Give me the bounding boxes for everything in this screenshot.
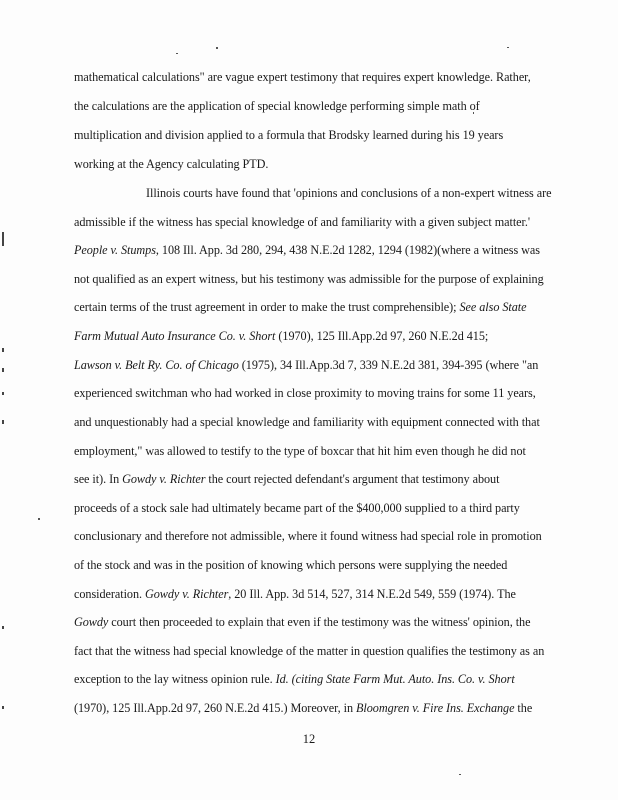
line-text: the — [514, 701, 533, 715]
scan-speck — [507, 47, 509, 48]
citation-text: , 20 Ill. App. 3d 514, 527, 314 N.E.2d 549, 559 (1974). The — [228, 587, 516, 601]
scan-speck — [216, 47, 218, 49]
text-line — [74, 587, 544, 601]
text-line: of the stock and was in the position of knowing which persons were supplying the needed — [74, 558, 508, 572]
scan-margin-mark — [2, 420, 4, 424]
scan-speck — [176, 53, 178, 54]
scan-margin-mark — [2, 706, 4, 709]
line-text: certain terms of the trust agreement in order to make the trust comprehensible); — [74, 300, 460, 314]
page-number: 12 — [302, 732, 316, 746]
line-text: exception to the lay witness opinion rule. — [74, 672, 276, 686]
case-citation: Farm Mutual Auto Insurance Co. v. Short — [74, 329, 276, 343]
scan-speck — [459, 774, 461, 775]
scan-margin-mark — [2, 626, 4, 629]
case-citation: Id. (citing State Farm Mut. Auto. Ins. Co. v. Short — [275, 672, 515, 686]
scan-speck — [38, 518, 40, 520]
line-text: see it). In — [74, 472, 123, 486]
text-line — [74, 472, 544, 486]
case-citation: Gowdy v. Richter — [145, 587, 229, 601]
text-line — [74, 701, 544, 715]
text-line — [74, 329, 544, 343]
text-line — [74, 672, 544, 686]
line-text: consideration. — [74, 587, 146, 601]
case-citation: People v. Stumps — [74, 243, 156, 257]
citation-text: (1970), 125 Ill.App.2d 97, 260 N.E.2d 415.) Moreover, in — [74, 701, 357, 715]
text-line: and unquestionably had a special knowledge and familiarity with equipment connected with that — [74, 415, 540, 429]
case-citation: Lawson v. Belt Ry. Co. of Chicago — [74, 358, 239, 372]
text-line: multiplication and division applied to a formula that Brodsky learned during his 19 years — [74, 128, 504, 142]
text-line: employment," was allowed to testify to the type of boxcar that hit him even though he did not — [74, 444, 526, 458]
case-citation: Bloomgren v. Fire Ins. Exchange — [356, 701, 515, 715]
citation-text: (1975), 34 Ill.App.3d 7, 339 N.E.2d 381, 394-395 (where "an — [238, 358, 539, 372]
text-line — [74, 243, 544, 257]
text-line — [74, 300, 544, 314]
text-line: conclusionary and therefore not admissible, where it found witness had special role in promotion — [74, 529, 542, 543]
text-line — [74, 615, 544, 629]
scan-margin-mark — [2, 232, 4, 246]
case-citation: See also State — [459, 300, 527, 314]
text-line: admissible if the witness has special knowledge of and familiarity with a given subject matter.' — [74, 215, 531, 229]
text-line: mathematical calculations" are vague expert testimony that requires expert knowledge. Rather, — [74, 70, 531, 84]
text-line: fact that the witness had special knowledge of the matter in question qualifies the testimony as an — [74, 644, 545, 658]
text-line: experienced switchman who had worked in close proximity to moving trains for some 11 years, — [74, 386, 536, 400]
line-text: court then proceeded to explain that even if the testimony was the witness' opinion, the — [108, 615, 531, 629]
scan-margin-mark — [2, 348, 4, 352]
text-line: not qualified as an expert witness, but his testimony was admissible for the purpose of explaining — [74, 272, 544, 286]
citation-text: (1970), 125 Ill.App.2d 97, 260 N.E.2d 415; — [275, 329, 489, 343]
scan-margin-mark — [2, 392, 4, 395]
line-text: the court rejected defendant's argument that testimony about — [205, 472, 500, 486]
citation-text: , 108 Ill. App. 3d 280, 294, 438 N.E.2d 1282, 1294 (1982)(where a witness was — [155, 243, 540, 257]
text-line: proceeds of a stock sale had ultimately became part of the $400,000 supplied to a third party — [74, 501, 520, 515]
text-line: working at the Agency calculating PTD. — [74, 157, 269, 171]
case-citation: Gowdy — [74, 615, 109, 629]
case-citation: Gowdy v. Richter — [122, 472, 206, 486]
paragraph-first-line: Illinois courts have found that 'opinions and conclusions of a non-expert witness are — [146, 186, 552, 200]
text-line — [74, 358, 544, 372]
text-line: the calculations are the application of special knowledge performing simple math of — [74, 99, 480, 113]
scan-margin-mark — [2, 368, 4, 372]
